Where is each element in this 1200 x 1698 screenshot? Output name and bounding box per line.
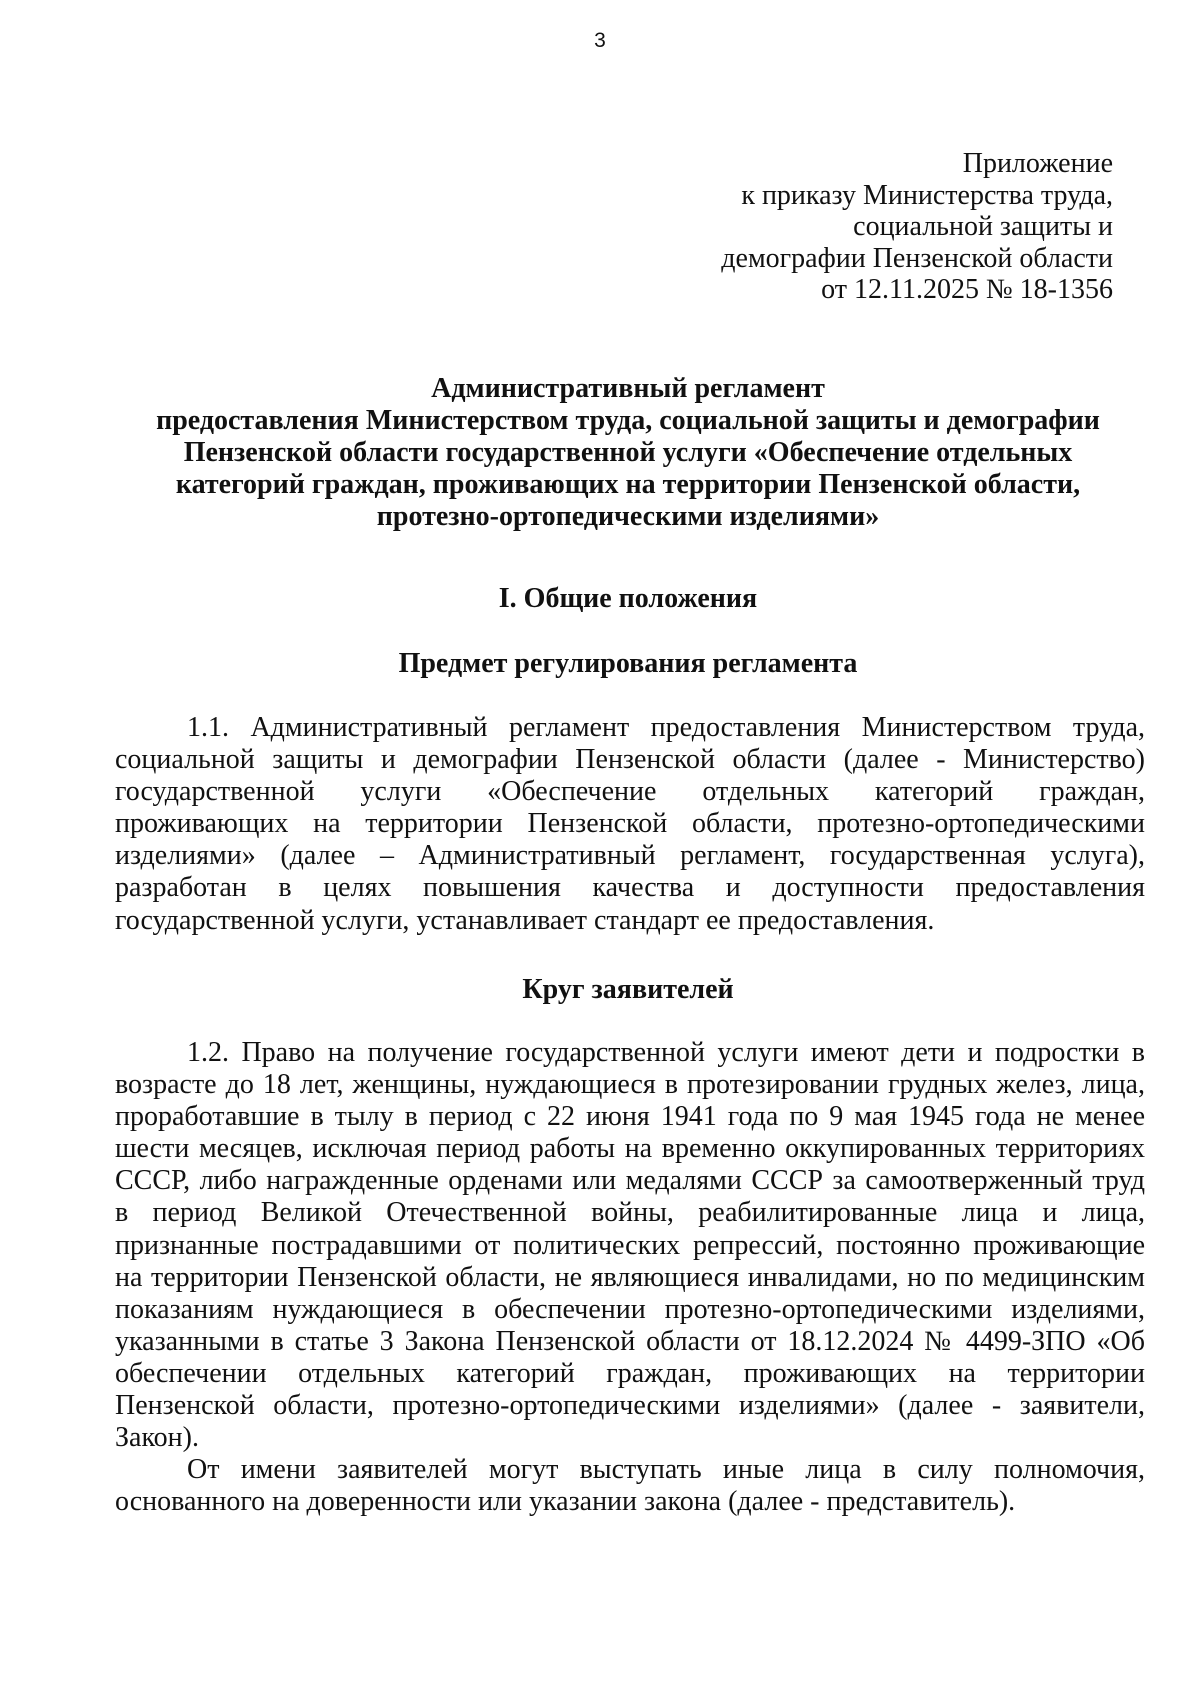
title-line: категорий граждан, проживающих на территории Пензенской области, — [175, 469, 1081, 500]
title-line: Административный регламент — [431, 373, 825, 404]
appendix-line: Приложение — [962, 148, 1113, 179]
appendix-line: от 12.11.2025 № 18-1356 — [821, 274, 1113, 305]
paragraph-line: разработан в целях повышения качества и доступности предоставления — [115, 872, 1145, 904]
paragraph-line: на территории Пензенской области, не являющиеся инвалидами, но по медицинским — [115, 1261, 1145, 1293]
paragraph-line: Закон). — [115, 1422, 199, 1454]
paragraph-line: показаниям нуждающиеся в обеспечении протезно-ортопедическими изделиями, — [115, 1293, 1145, 1325]
paragraph-line: признанные пострадавшими от политических репрессий, постоянно проживающие — [115, 1229, 1145, 1261]
title-line: предоставления Министерством труда, социальной защиты и демографии — [156, 405, 1100, 436]
paragraph-1-2 — [115, 1037, 1145, 1518]
paragraph-line: проработавшие в тылу в период с 22 июня 1941 года по 9 мая 1945 года не менее — [115, 1101, 1145, 1133]
paragraph-line: шести месяцев, исключая период работы на временно оккупированных территориях — [115, 1133, 1145, 1165]
paragraph-line: 1.1. Административный регламент предоставления Министерством труда, — [187, 712, 1145, 743]
paragraph-line: От имени заявителей могут выступать иные лица в силу полномочия, — [187, 1454, 1145, 1486]
title-line: Пензенской области государственной услуги «Обеспечение отдельных — [183, 437, 1073, 468]
paragraph-line: возрасте до 18 лет, женщины, нуждающиеся в протезировании грудных желез, лица, — [115, 1069, 1145, 1101]
paragraph-line: указанными в статье 3 Закона Пензенской области от 18.12.2024 № 4499-ЗПО «Об — [115, 1325, 1145, 1357]
paragraph-line: государственной услуги «Обеспечение отдельных категорий граждан, — [115, 776, 1145, 808]
appendix-reference — [513, 148, 1113, 306]
title-line: протезно-ортопедическими изделиями» — [376, 501, 880, 532]
paragraph-line: 1.2. Право на получение государственной услуги имеют дети и подростки в — [187, 1037, 1145, 1068]
appendix-line: к приказу Министерства труда, — [741, 179, 1113, 211]
paragraph-line: изделиями» (далее – Административный регламент, государственная услуга), — [115, 840, 1145, 872]
paragraph-line: государственной услуги, устанавливает стандарт ее предоставления. — [115, 904, 935, 936]
paragraph-line: социальной защиты и демографии Пензенской области (далее - Министерство) — [115, 744, 1145, 776]
paragraph-line: обеспечении отдельных категорий граждан, проживающих на территории — [115, 1357, 1145, 1389]
page-number: 3 — [594, 29, 606, 52]
paragraph-line: проживающих на территории Пензенской области, протезно-ортопедическими — [115, 808, 1145, 840]
appendix-line: демографии Пензенской области — [721, 242, 1113, 274]
paragraph-line: Пензенской области, протезно-ортопедическими изделиями» (далее - заявители, — [115, 1390, 1145, 1422]
paragraph-1-1 — [115, 712, 1145, 937]
paragraph-line: в период Великой Отечественной войны, реабилитированные лица и лица, — [115, 1197, 1145, 1229]
subheading-applicants: Круг заявителей — [522, 974, 734, 1005]
paragraph-line: основанного на доверенности или указании закона (далее - представитель). — [115, 1486, 1016, 1518]
paragraph-line: СССР, либо награжденные орденами или медалями СССР за самоотверженный труд — [115, 1165, 1145, 1197]
subheading-regulation-subject: Предмет регулирования регламента — [398, 648, 858, 679]
document-title — [113, 373, 1143, 533]
section-heading: I. Общие положения — [498, 583, 758, 614]
appendix-line: социальной защиты и — [853, 211, 1113, 242]
